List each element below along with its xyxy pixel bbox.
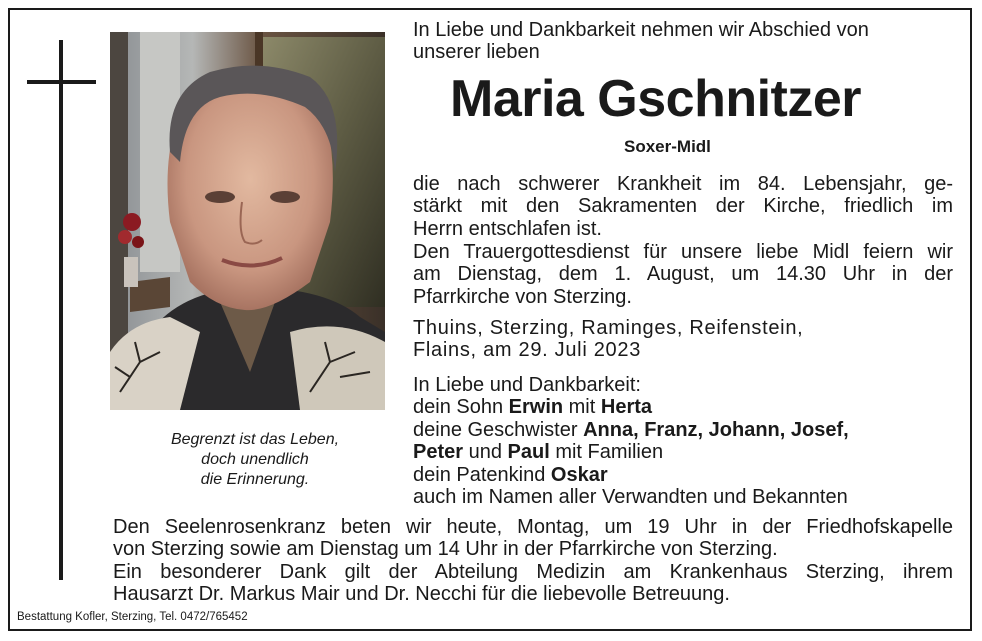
deceased-nickname: Soxer-Midl [624, 137, 711, 156]
text-line: von Sterzing sowie am Dienstag um 14 Uhr in der Pfarrkirche von Sterzing. [113, 538, 778, 561]
family-list [413, 374, 849, 508]
text-part: dein Sohn [413, 396, 509, 419]
family-line [413, 419, 849, 441]
intro-text [413, 19, 869, 64]
text-line: Pfarrkirche von Sterzing. [413, 285, 632, 308]
text-line: Den Seelenrosenkranz beten wir heute, Montag, um 19 Uhr in der Friedhofskapelle [113, 516, 953, 538]
family-line [413, 441, 849, 463]
family-name: Oskar [550, 463, 608, 486]
quote-line: doch unendlich [201, 451, 309, 468]
closing-paragraph [113, 516, 953, 606]
place-date [413, 317, 803, 362]
family-name: Paul [507, 441, 550, 464]
deceased-name: Maria Gschnitzer [450, 70, 862, 128]
service-paragraph [413, 241, 953, 308]
family-heading: In Liebe und Dankbarkeit: [413, 374, 641, 396]
text-line: Thuins, Sterzing, Raminges, Reifenstein, [413, 317, 804, 339]
quote-line: die Erinnerung. [200, 471, 310, 488]
text-part: mit [563, 396, 601, 419]
text-line: am Dienstag, dem 1. August, um 14.30 Uhr in der [413, 263, 953, 286]
text-line: Flains, am 29. Juli 2023 [413, 339, 642, 362]
family-line [413, 396, 849, 418]
family-name: Peter [413, 441, 464, 464]
intro-line: In Liebe und Dankbarkeit nehmen wir Abschied von [413, 19, 869, 41]
text-line: die nach schwerer Krankheit im 84. Lebensjahr, ge- [413, 173, 953, 195]
text-part: deine Geschwister [413, 418, 584, 441]
family-line: auch im Namen aller Verwandten und Bekannten [413, 486, 848, 509]
text-line: Herrn entschlafen ist. [413, 217, 602, 240]
text-part: dein Patenkind [413, 463, 551, 486]
quote-line: Begrenzt ist das Leben, [170, 431, 340, 448]
cross-icon-bar [27, 80, 96, 84]
cross-icon [59, 40, 63, 580]
text-line: Ein besonderer Dank gilt der Abteilung Medizin am Krankenhaus Sterzing, ihrem [113, 560, 953, 583]
portrait-photo [110, 32, 385, 410]
family-name: Anna, Franz, Johann, Josef, [583, 418, 849, 441]
family-line [413, 464, 849, 486]
text-line: stärkt mit den Sakramenten der Kirche, friedlich im [413, 195, 953, 218]
memorial-quote [110, 430, 400, 490]
text-part: und [463, 441, 508, 464]
text-part: mit Familien [549, 441, 664, 464]
text-line: Hausarzt Dr. Markus Mair und Dr. Necchi für die liebevolle Betreuung. [113, 583, 730, 606]
funeral-home-footer: Bestattung Kofler, Sterzing, Tel. 0472/765452 [17, 611, 248, 623]
family-name: Erwin [508, 396, 564, 419]
intro-line: unserer lieben [413, 41, 540, 64]
text-line: Den Trauergottesdienst für unsere liebe Midl feiern wir [413, 241, 953, 263]
family-name: Herta [600, 396, 653, 419]
death-paragraph [413, 173, 953, 240]
